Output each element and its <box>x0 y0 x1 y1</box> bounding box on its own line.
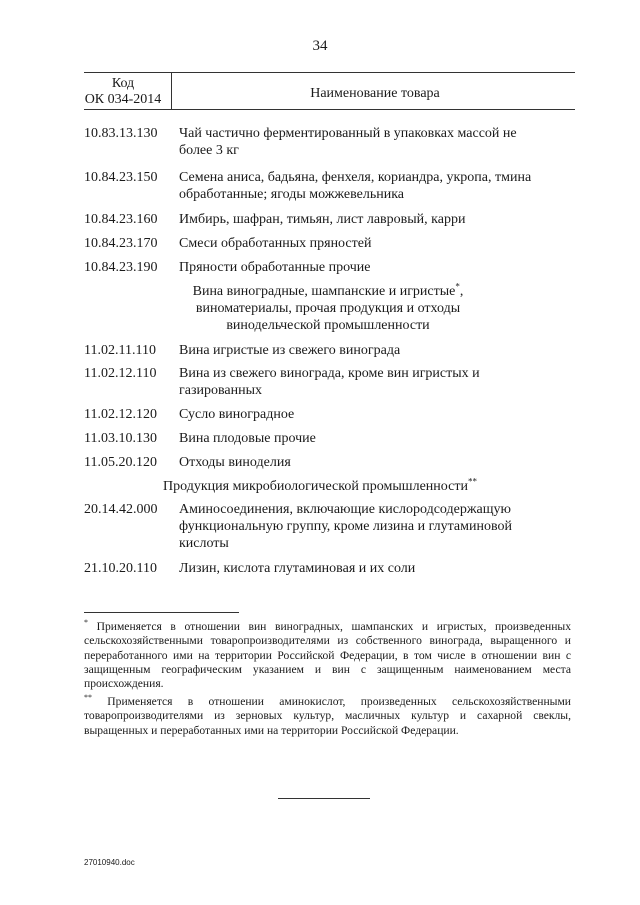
header-code-label: Код <box>111 76 135 91</box>
row-name-line: Вина плодовые прочие <box>179 431 316 446</box>
row-name-line: более 3 кг <box>179 143 239 158</box>
header-name-label: Наименование товара <box>310 86 440 101</box>
row-name-line: Аминосоединения, включающие кислородсодержащую <box>179 502 511 517</box>
row-name-line: Отходы виноделия <box>179 455 291 470</box>
row-name-line: Имбирь, шафран, тимьян, лист лавровый, карри <box>179 212 466 227</box>
row-code: 10.84.23.160 <box>84 212 158 227</box>
page-number: 34 <box>312 38 328 54</box>
header-code-cell <box>78 76 168 108</box>
row-name <box>179 342 559 359</box>
row-name <box>179 501 559 552</box>
row-name <box>179 235 559 252</box>
row-name-line: обработанные; ягоды можжевельника <box>179 187 405 202</box>
row-name-line: Семена аниса, бадьяна, фенхеля, кориандра, укропа, тмина <box>179 170 532 185</box>
row-name-line: Смеси обработанных пряностей <box>179 236 372 251</box>
row-name <box>179 560 559 577</box>
footnote-text: Применяется в отношении аминокислот, произведенных сельскохозяйственными товаропроизводителями из зерновых культур, масличных культур и сахарной свеклы, выращенных и переработанных ими на территории Российской Федерации. <box>84 695 571 737</box>
row-name <box>179 365 559 399</box>
row-code: 11.02.12.120 <box>84 407 157 422</box>
footnote-text: Применяется в отношении вин виноградных, шампанских и игристых, произведенных сельскохозяйственными товаропроизводителями из собственного винограда, выращенного и переработанного ими на территории Российской Федерации, в том числе в отношении вин с защищенным географическим указанием и вин с защищенным наименованием места происхождения. <box>84 620 571 691</box>
row-name-line: Вина игристые из свежего винограда <box>179 343 401 358</box>
group-heading-punct: , <box>459 284 464 299</box>
footnote-marker: * <box>84 618 88 628</box>
group-heading-line: виноматериалы, прочая продукция и отходы <box>195 301 461 316</box>
group-heading-line: винодельческой промышленности <box>226 318 430 333</box>
row-name-line: Сусло виноградное <box>179 407 295 422</box>
row-code: 11.03.10.130 <box>84 431 157 446</box>
row-code: 10.84.23.190 <box>84 260 158 275</box>
row-code: 11.05.20.120 <box>84 455 157 470</box>
header-bottom-rule <box>84 109 575 110</box>
footnote-marker: ** <box>467 476 477 487</box>
header-top-rule <box>84 72 575 73</box>
row-name-line: функциональную группу, кроме лизина и глутаминовой <box>179 519 512 534</box>
group-heading-micro <box>100 478 540 495</box>
row-name-line: Лизин, кислота глутаминовая и их соли <box>179 561 416 576</box>
footnote-1 <box>84 620 571 691</box>
row-code: 11.02.11.110 <box>84 343 156 358</box>
row-name-line: газированных <box>179 383 263 398</box>
row-code: 20.14.42.000 <box>84 502 158 517</box>
footnote-marker: * <box>455 281 460 292</box>
group-heading-line <box>172 283 484 300</box>
row-name-line: Чай частично ферментированный в упаковках массой не <box>179 126 517 141</box>
document-id: 27010940.doc <box>84 858 135 867</box>
row-name <box>179 454 559 471</box>
header-column-divider <box>171 72 172 109</box>
row-name-line: Пряности обработанные прочие <box>179 260 371 275</box>
row-name <box>179 125 559 159</box>
group-heading-text: Продукция микробиологической промышленности <box>163 479 468 494</box>
row-name <box>179 169 559 203</box>
row-code: 11.02.12.110 <box>84 366 157 381</box>
header-classifier-label: ОК 034-2014 <box>84 92 162 107</box>
row-name-line: кислоты <box>179 536 229 551</box>
row-name <box>179 430 559 447</box>
row-name <box>179 211 559 228</box>
row-code: 21.10.20.110 <box>84 561 157 576</box>
row-name <box>179 406 559 423</box>
footnote-separator <box>84 612 239 613</box>
row-code: 10.83.13.130 <box>84 126 158 141</box>
end-rule <box>278 798 370 799</box>
row-name <box>179 259 559 276</box>
footnote-marker: ** <box>84 693 92 703</box>
row-code: 10.84.23.150 <box>84 170 158 185</box>
footnote-2 <box>84 695 571 738</box>
row-name-line: Вина из свежего винограда, кроме вин игристых и <box>179 366 480 381</box>
row-code: 10.84.23.170 <box>84 236 158 251</box>
group-heading-wine <box>172 283 484 334</box>
group-heading-text: Вина виноградные, шампанские и игристые <box>192 284 456 299</box>
